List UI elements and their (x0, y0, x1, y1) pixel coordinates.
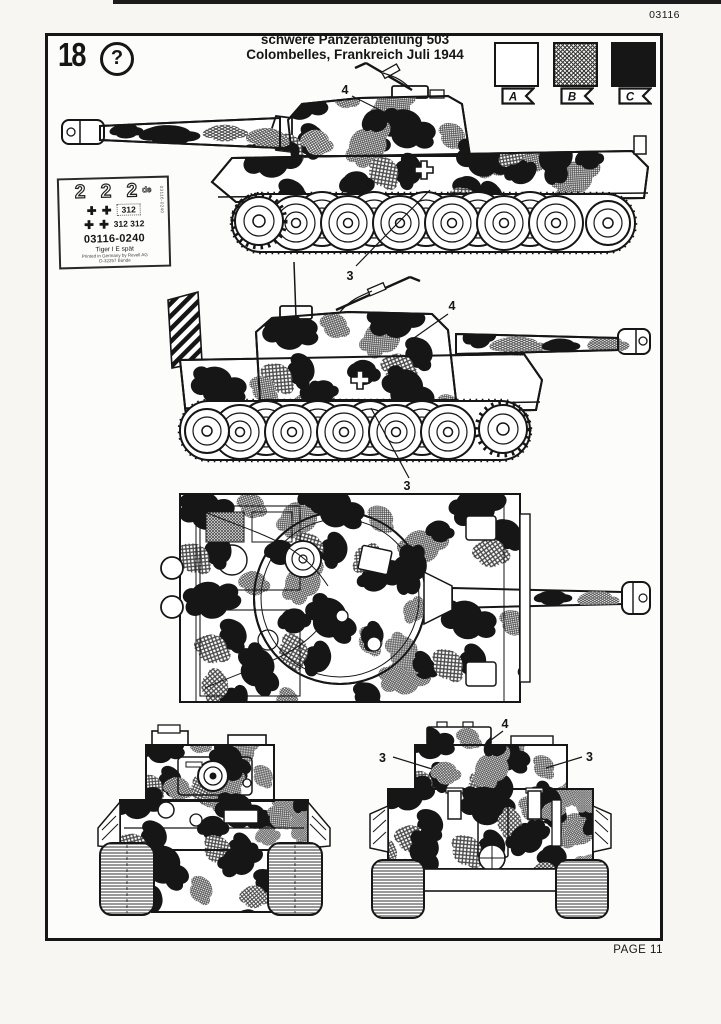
color-label-c: C (625, 91, 635, 104)
callout-3-label: 3 (346, 269, 354, 283)
roadwheels-left-view (233, 192, 631, 250)
decal-suffix: de (141, 185, 152, 195)
kit-number: 03116 (649, 9, 680, 21)
callout-3-label: 3 (586, 750, 593, 764)
tank-rear-view (361, 717, 640, 963)
callout-4-label: 4 (341, 83, 349, 97)
scheme-title-line2: Colombelles, Frankreich Juli 1944 (246, 46, 464, 62)
decal-numbers-312-312: 312 312 (113, 218, 145, 230)
decal-part-code: 03116-0240 (83, 232, 146, 246)
decal-turret-numbers: 2 2 2de (74, 180, 152, 204)
color-label-b: B (567, 91, 577, 104)
page-label: PAGE 11 (613, 944, 663, 956)
decal-model-name: Tiger I E spät (95, 245, 134, 254)
tank-side-view-left (62, 63, 648, 283)
tank-front-view (96, 723, 354, 993)
color-label-a: A (508, 91, 518, 104)
callout-4-label: 4 (501, 717, 509, 731)
tank-side-view-right (168, 254, 650, 526)
callout-4-label: 4 (448, 299, 456, 313)
scheme-title-line1: schwere Panzerabteilung 503 (260, 32, 450, 47)
callout-3-label: 3 (403, 479, 411, 493)
callout-3-label: 3 (379, 751, 386, 765)
decal-side-code: 03116-0240 (159, 185, 165, 214)
step-number: 18 (58, 36, 85, 73)
decal-number-312: 312 (116, 203, 140, 216)
help-icon: ? (100, 42, 134, 76)
decal-fine-print-1: Printed in Germany by Revell AG (81, 252, 148, 259)
decal-fine-print-2: D-32257 Bünde (99, 257, 131, 264)
